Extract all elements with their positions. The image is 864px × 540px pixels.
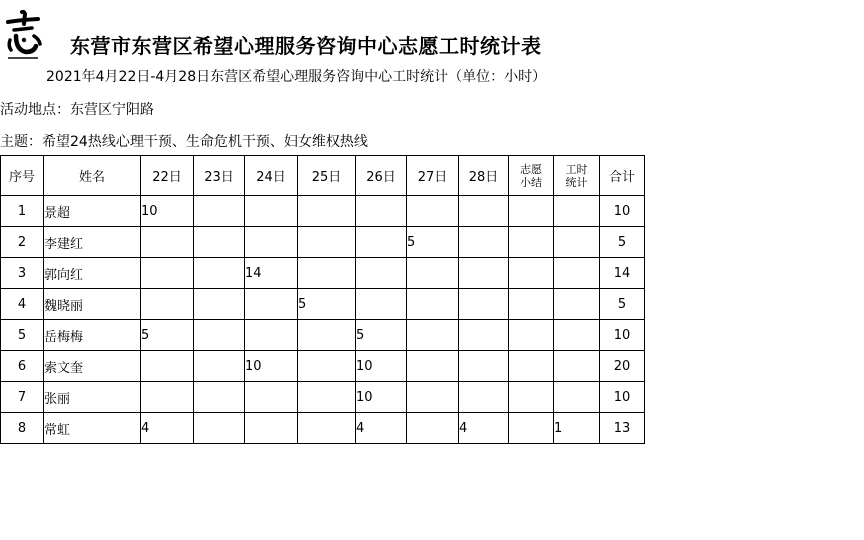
table-row [1, 351, 645, 382]
cell-day-26: 5 [356, 320, 407, 351]
cell-hours [554, 320, 600, 351]
header-day-26: 26日 [356, 156, 407, 196]
table-row [1, 382, 645, 413]
cell-day-27 [407, 413, 459, 444]
header-hours-line1: 工时 [565, 162, 588, 176]
cell-name: 常虹 [44, 413, 141, 444]
cell-day-24 [245, 413, 298, 444]
cell-index: 5 [1, 320, 44, 351]
cell-total: 10 [600, 320, 645, 351]
header-name: 姓名 [44, 156, 141, 196]
cell-day-23 [194, 258, 245, 289]
cell-name: 岳梅梅 [44, 320, 141, 351]
cell-summary [509, 289, 554, 320]
hours-table [0, 155, 645, 444]
cell-hours [554, 289, 600, 320]
cell-day-24 [245, 196, 298, 227]
cell-day-28: 4 [459, 413, 509, 444]
volunteer-logo-icon [2, 10, 44, 64]
cell-day-22 [141, 289, 194, 320]
cell-index: 6 [1, 351, 44, 382]
cell-index: 3 [1, 258, 44, 289]
header-volunteer-summary [509, 156, 554, 196]
cell-day-23 [194, 196, 245, 227]
table-row [1, 413, 645, 444]
cell-day-24: 14 [245, 258, 298, 289]
cell-day-26 [356, 289, 407, 320]
cell-hours: 1 [554, 413, 600, 444]
table-header-row [1, 156, 645, 196]
cell-day-26 [356, 258, 407, 289]
cell-name: 李建红 [44, 227, 141, 258]
cell-day-25 [298, 413, 356, 444]
cell-day-24 [245, 320, 298, 351]
cell-index: 4 [1, 289, 44, 320]
cell-day-27: 5 [407, 227, 459, 258]
cell-summary [509, 227, 554, 258]
page-subtitle: 2021年4月22日-4月28日东营区希望心理服务咨询中心工时统计（单位：小时） [46, 69, 547, 85]
table-row [1, 196, 645, 227]
cell-summary [509, 196, 554, 227]
cell-hours [554, 227, 600, 258]
cell-total: 14 [600, 258, 645, 289]
cell-day-27 [407, 196, 459, 227]
cell-day-25 [298, 258, 356, 289]
table-row [1, 227, 645, 258]
header-day-22: 22日 [141, 156, 194, 196]
cell-day-28 [459, 289, 509, 320]
page-title: 东营市东营区希望心理服务咨询中心志愿工时统计表 [70, 34, 542, 58]
cell-day-25 [298, 351, 356, 382]
cell-day-28 [459, 227, 509, 258]
cell-day-25 [298, 382, 356, 413]
cell-day-23 [194, 227, 245, 258]
cell-name: 景超 [44, 196, 141, 227]
cell-day-25: 5 [298, 289, 356, 320]
cell-day-22 [141, 382, 194, 413]
cell-name: 魏晓丽 [44, 289, 141, 320]
cell-day-28 [459, 320, 509, 351]
header-summary-line2: 小结 [520, 175, 542, 189]
header-hours-line2: 统计 [565, 175, 588, 189]
header-day-28: 28日 [459, 156, 509, 196]
table-body [1, 196, 645, 444]
cell-day-25 [298, 227, 356, 258]
cell-summary [509, 413, 554, 444]
cell-day-22: 5 [141, 320, 194, 351]
cell-day-22: 10 [141, 196, 194, 227]
cell-day-23 [194, 382, 245, 413]
cell-hours [554, 351, 600, 382]
cell-day-23 [194, 289, 245, 320]
cell-day-25 [298, 320, 356, 351]
cell-day-22 [141, 351, 194, 382]
header-total: 合计 [600, 156, 645, 196]
cell-total: 20 [600, 351, 645, 382]
cell-summary [509, 382, 554, 413]
cell-name: 张丽 [44, 382, 141, 413]
cell-hours [554, 382, 600, 413]
header-index: 序号 [1, 156, 44, 196]
header-summary-line1: 志愿 [520, 162, 542, 176]
cell-day-22 [141, 258, 194, 289]
cell-name: 索文奎 [44, 351, 141, 382]
header-day-23: 23日 [194, 156, 245, 196]
cell-day-28 [459, 196, 509, 227]
cell-day-23 [194, 413, 245, 444]
cell-day-26 [356, 196, 407, 227]
cell-day-27 [407, 382, 459, 413]
cell-day-24 [245, 227, 298, 258]
cell-total: 5 [600, 227, 645, 258]
cell-day-24 [245, 289, 298, 320]
cell-summary [509, 320, 554, 351]
cell-day-26: 10 [356, 382, 407, 413]
cell-day-23 [194, 320, 245, 351]
activity-theme: 主题：希望24热线心理干预、生命危机干预、妇女维权热线 [0, 134, 368, 150]
activity-location: 活动地点：东营区宁阳路 [0, 102, 154, 118]
cell-total: 13 [600, 413, 645, 444]
cell-day-24: 10 [245, 351, 298, 382]
cell-summary [509, 258, 554, 289]
header-day-25: 25日 [298, 156, 356, 196]
cell-day-27 [407, 351, 459, 382]
cell-index: 7 [1, 382, 44, 413]
cell-day-28 [459, 351, 509, 382]
cell-day-28 [459, 258, 509, 289]
cell-total: 10 [600, 382, 645, 413]
cell-day-22 [141, 227, 194, 258]
header-day-24: 24日 [245, 156, 298, 196]
cell-day-26: 10 [356, 351, 407, 382]
cell-name: 郭向红 [44, 258, 141, 289]
cell-day-28 [459, 382, 509, 413]
cell-day-27 [407, 320, 459, 351]
cell-summary [509, 351, 554, 382]
cell-day-24 [245, 382, 298, 413]
table-row [1, 320, 645, 351]
table-row [1, 258, 645, 289]
cell-day-27 [407, 258, 459, 289]
cell-index: 1 [1, 196, 44, 227]
cell-day-26 [356, 227, 407, 258]
cell-day-26: 4 [356, 413, 407, 444]
header-day-27: 27日 [407, 156, 459, 196]
table-row [1, 289, 645, 320]
cell-day-25 [298, 196, 356, 227]
header-hours-statistics [554, 156, 600, 196]
cell-total: 10 [600, 196, 645, 227]
cell-day-23 [194, 351, 245, 382]
cell-hours [554, 196, 600, 227]
cell-index: 2 [1, 227, 44, 258]
cell-hours [554, 258, 600, 289]
cell-index: 8 [1, 413, 44, 444]
cell-day-27 [407, 289, 459, 320]
cell-total: 5 [600, 289, 645, 320]
cell-day-22: 4 [141, 413, 194, 444]
